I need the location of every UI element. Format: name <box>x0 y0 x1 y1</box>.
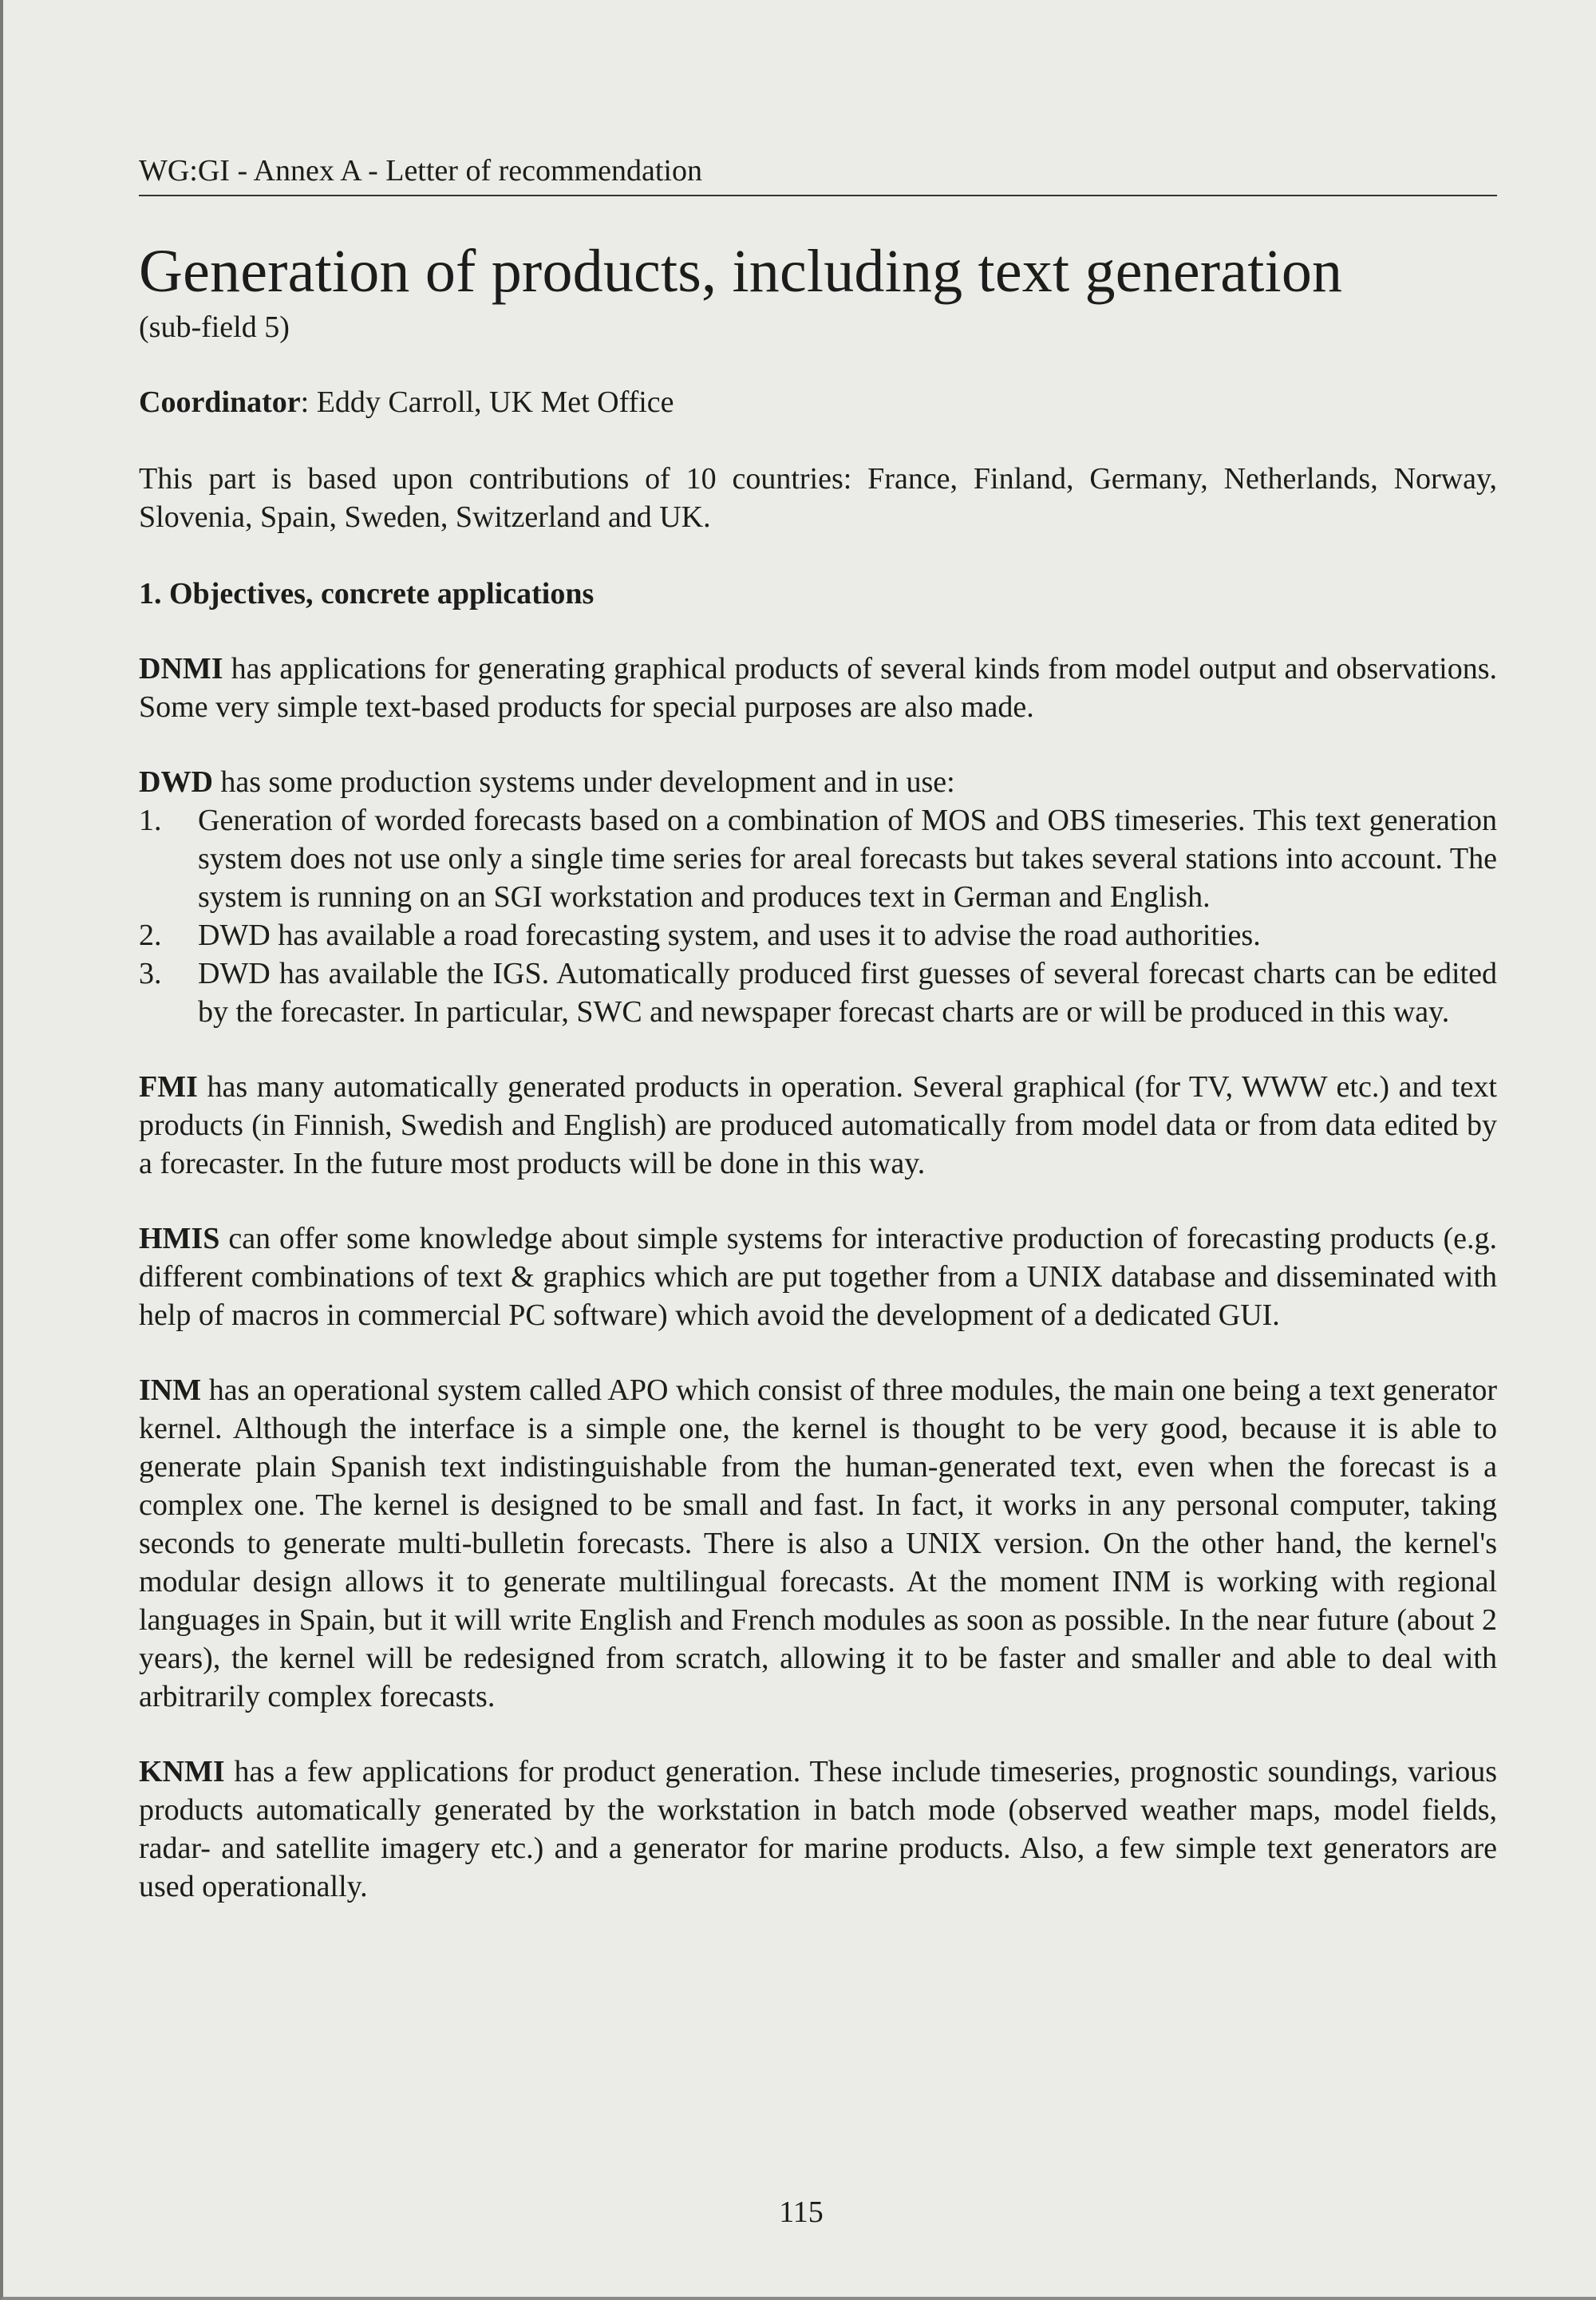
section-heading: 1. Objectives, concrete applications <box>139 577 595 611</box>
org-name: DWD <box>139 765 213 799</box>
paragraph-text: has some production systems under development and in use: <box>212 765 955 799</box>
paragraph-fmi <box>139 1068 1497 1183</box>
coordinator-line <box>139 383 1497 421</box>
page-number: 115 <box>779 2195 824 2229</box>
list-item-number: 1. <box>139 804 162 837</box>
org-name: HMIS <box>139 1222 220 1255</box>
coordinator-label: Coordinator <box>139 385 301 419</box>
paragraph-inm <box>139 1371 1497 1716</box>
page-content <box>139 152 1497 1906</box>
paragraph-text: has a few applications for product generation. These include timeseries, prognostic soundings, various products automatically generated by the workstation in batch mode (observed weather maps, model fields, radar- and satellite imagery etc.) and a generator for marine products. Also, a few simple text generators are used operationally. <box>139 1755 1497 1903</box>
paragraph-dwd <box>139 763 1497 801</box>
org-name: KNMI <box>139 1755 225 1788</box>
dwd-numbered-list <box>139 801 1497 1031</box>
paragraph-text: can offer some knowledge about simple systems for interactive production of forecasting products (e.g. different combinations of text & graphics which are put together from a UNIX database and disseminated with help of macros in commercial PC software) which avoid the development of a dedicated GUI. <box>139 1222 1497 1332</box>
org-name: DNMI <box>139 652 223 686</box>
list-item <box>139 801 1497 916</box>
org-name: FMI <box>139 1070 198 1104</box>
paragraph-text: has an operational system called APO which consist of three modules, the main one being a text generator kernel. Although the interface is a simple one, the kernel is thought to be very good, because it is able to generate plain Spanish text indistinguishable from the human-generated text, even when the forecast is a complex one. The kernel is designed to be small and fast. In fact, it works in any personal computer, taking seconds to generate multi-bulletin forecasts. There is also a UNIX version. On the other hand, the kernel's modular design allows it to generate multilingual forecasts. At the moment INM is working with regional languages in Spain, but it will write English and French modules as soon as possible. In the near future (about 2 years), the kernel will be redesigned from scratch, allowing it to be faster and smaller and able to deal with arbitrarily complex forecasts. <box>139 1373 1497 1713</box>
list-item <box>139 954 1497 1031</box>
paragraph-hmis <box>139 1219 1497 1334</box>
list-item-number: 3. <box>139 957 162 990</box>
list-item-number: 2. <box>139 919 162 952</box>
paragraph-text: has many automatically generated products in operation. Several graphical (for TV, WWW etc.) and text products (in Finnish, Swedish and English) are produced automatically from model data or from data edited by a forecaster. In the future most products will be done in this way. <box>139 1070 1497 1180</box>
list-item-text: DWD has available a road forecasting system, and uses it to advise the road authorities. <box>198 919 1261 952</box>
paragraph-dnmi <box>139 650 1497 726</box>
intro-paragraph: This part is based upon contributions of 10 countries: France, Finland, Germany, Netherlands, Norway, Slovenia, Spain, Sweden, Switzerland and UK. <box>139 462 1497 534</box>
running-head: WG:GI - Annex A - Letter of recommendation <box>139 152 1497 196</box>
page-subtitle: (sub-field 5) <box>139 310 290 344</box>
org-name: INM <box>139 1373 202 1407</box>
paragraph-knmi <box>139 1753 1497 1906</box>
list-item-text: Generation of worded forecasts based on a combination of MOS and OBS timeseries. This text generation system does not use only a single time series for areal forecasts but takes several stations into account. The system is running on an SGI workstation and produces text in German and English. <box>198 804 1497 914</box>
coordinator-value: : Eddy Carroll, UK Met Office <box>300 385 674 419</box>
page-title: Generation of products, including text generation <box>139 238 1343 305</box>
paragraph-text: has applications for generating graphical products of several kinds from model output and observations. Some very simple text-based products for special purposes are also made. <box>139 652 1497 724</box>
list-item <box>139 916 1497 954</box>
list-item-text: DWD has available the IGS. Automatically produced first guesses of several forecast charts can be edited by the forecaster. In particular, SWC and newspaper forecast charts are or will be produced in this way. <box>198 957 1497 1029</box>
